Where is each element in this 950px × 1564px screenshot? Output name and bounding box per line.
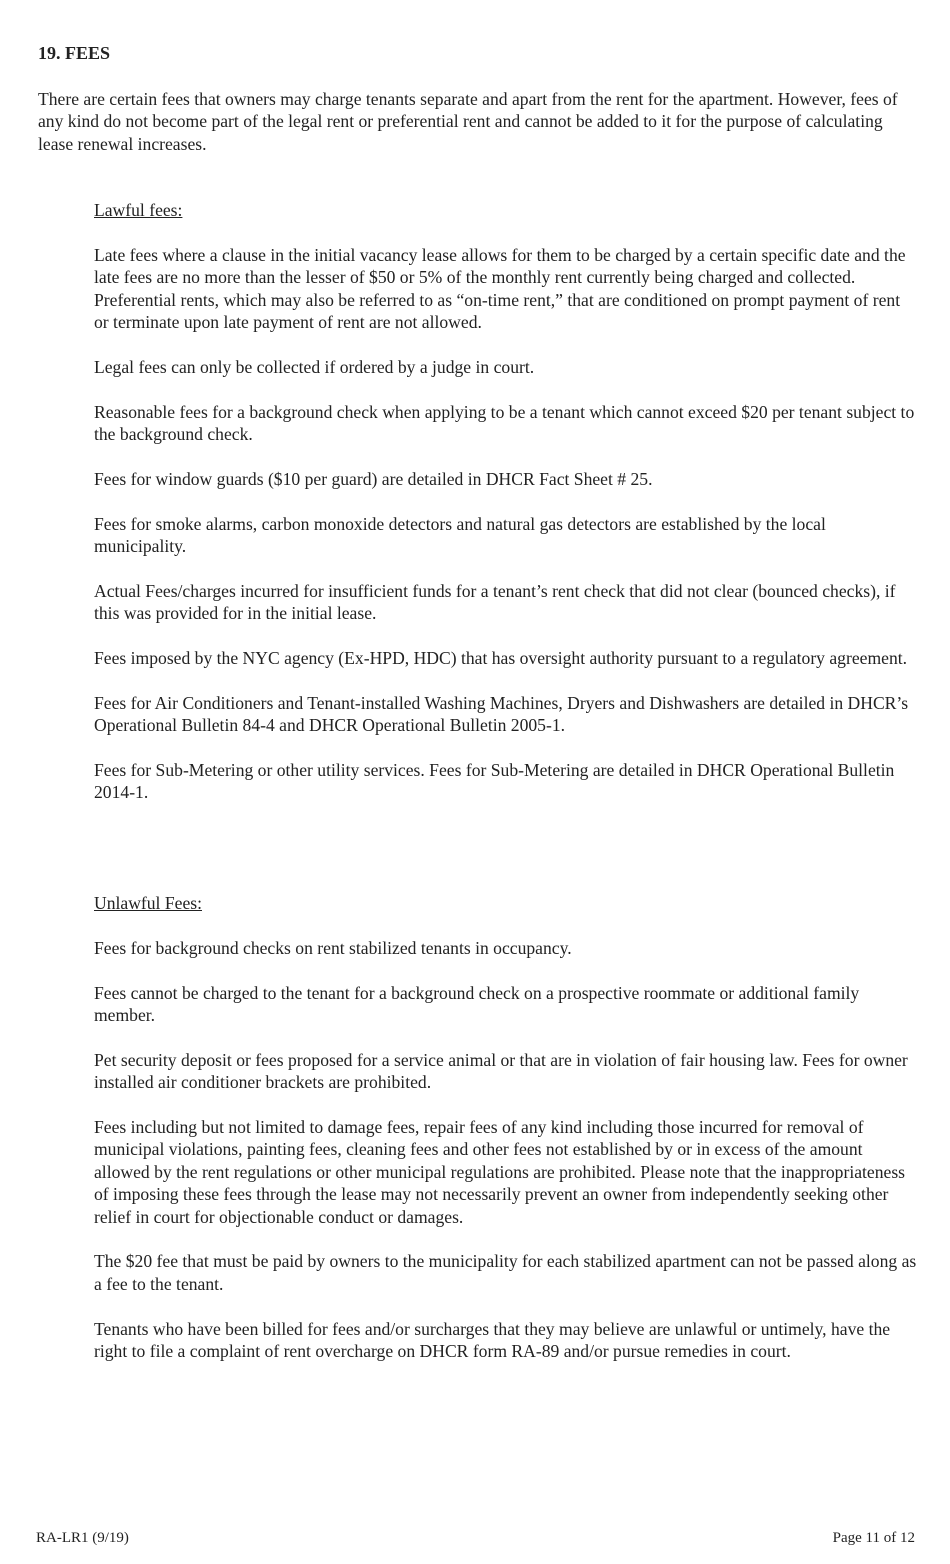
unlawful-fee-item: Fees cannot be charged to the tenant for a background check on a prospective roommate or additional family member.	[94, 982, 860, 1025]
unlawful-fees-title: Unlawful Fees:	[94, 893, 202, 913]
section-intro: There are certain fees that owners may charge tenants separate and apart from the rent for the apartment. However, fees of any kind do not become part of the legal rent or preferential rent and cannot be added to it for the purpose of calculating lease renewal increases.	[38, 89, 898, 154]
section-heading: 19. FEES	[38, 43, 111, 63]
lawful-fees-title: Lawful fees:	[94, 200, 183, 220]
lawful-fees-section	[94, 199, 919, 826]
footer-page-number: Page 11 of 12	[832, 1530, 915, 1546]
lawful-fee-item: Legal fees can only be collected if ordered by a judge in court.	[94, 356, 535, 377]
lawful-fee-item: Late fees where a clause in the initial vacancy lease allows for them to be charged by a certain specific date and the late fees are no more than the lesser of $50 or 5% of the monthly rent currently being charged and collected. Preferential rents, which may also be referred to as “on-time rent,” that are conditioned on prompt payment of rent or terminate upon late payment of rent are not allowed.	[94, 244, 906, 333]
lawful-fee-item: Actual Fees/charges incurred for insufficient funds for a tenant’s rent check that did not clear (bounced checks), if this was provided for in the initial lease.	[94, 580, 896, 624]
lawful-fee-item: Reasonable fees for a background check when applying to be a tenant which cannot exceed $20 per tenant subject to the background check.	[94, 401, 915, 445]
lawful-fee-item: Fees imposed by the NYC agency (Ex-HPD, HDC) that has oversight authority pursuant to a regulatory agreement.	[94, 648, 908, 669]
unlawful-fee-item: Tenants who have been billed for fees and/or surcharges that they may believe are unlawful or untimely, have the right to file a complaint of rent overcharge on DHCR form RA-89 and/or pursue remedies in court.	[94, 1318, 891, 1362]
lawful-fee-item: Fees for Air Conditioners and Tenant-installed Washing Machines, Dryers and Dishwashers are detailed in DHCR’s Operational Bulletin 84-4 and DHCR Operational Bulletin 2005-1.	[94, 692, 909, 736]
footer-form-id: RA-LR1 (9/19)	[36, 1530, 129, 1546]
unlawful-fee-item: Pet security deposit or fees proposed for a service animal or that are in violation of fair housing law. Fees for owner installed air conditioner brackets are prohibited.	[94, 1049, 908, 1093]
unlawful-fee-item: Fees including but not limited to damage fees, repair fees of any kind including those incurred for removal of municipal violations, painting fees, cleaning fees and other fees not established by or in excess of the amount allowed by the rent regulations or other municipal regulations are prohibited. Please note that the inappropriateness of imposing these fees through the lease may not necessarily prevent an owner from independently seeking other relief in court for objectionable conduct or damages.	[94, 1117, 906, 1227]
unlawful-fees-section	[94, 892, 919, 1385]
unlawful-fee-item: Fees for background checks on rent stabilized tenants in occupancy.	[94, 937, 572, 958]
lawful-fee-item: Fees for Sub-Metering or other utility services. Fees for Sub-Metering are detailed in DHCR Operational Bulletin 2014-1.	[94, 760, 895, 803]
lawful-fee-item: Fees for window guards ($10 per guard) are detailed in DHCR Fact Sheet # 25.	[94, 468, 653, 489]
unlawful-fee-item: The $20 fee that must be paid by owners to the municipality for each stabilized apartment can not be passed along as a fee to the tenant.	[94, 1251, 917, 1294]
lawful-fee-item: Fees for smoke alarms, carbon monoxide detectors and natural gas detectors are established by the local municipality.	[94, 513, 826, 557]
